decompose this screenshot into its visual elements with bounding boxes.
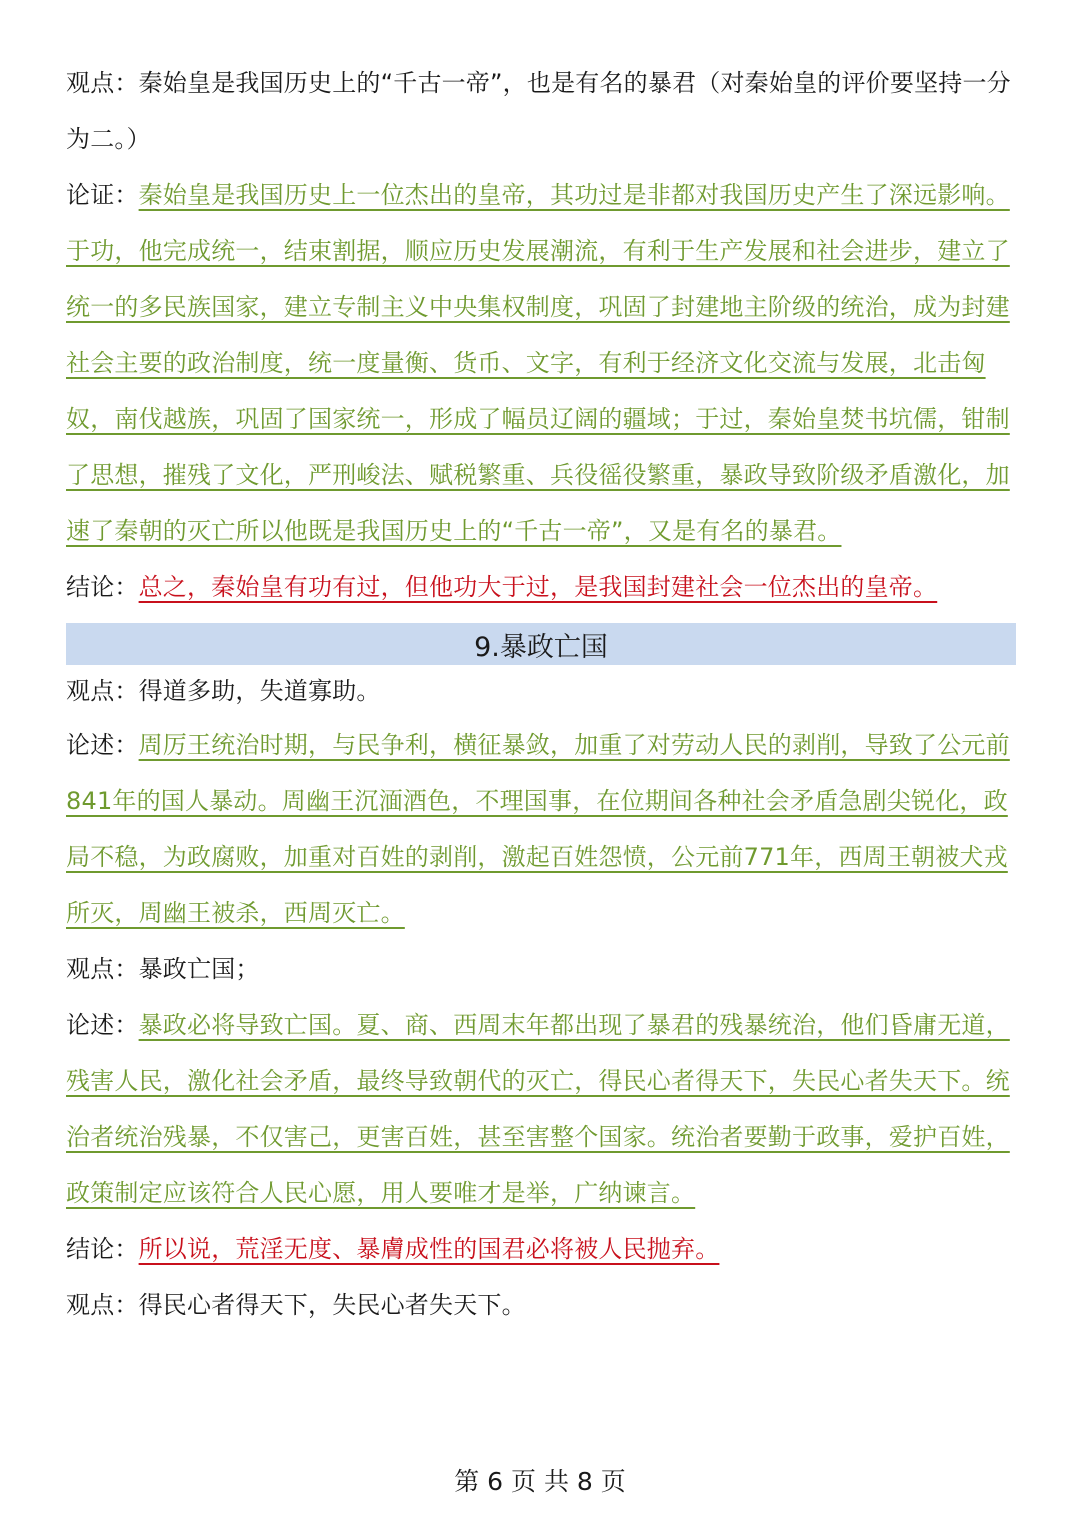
- viewpoint-label: 观点：: [66, 1291, 139, 1319]
- viewpoint-label: 观点：: [66, 677, 139, 705]
- argument-label: 论述：: [66, 1011, 139, 1039]
- argument-label: 论证：: [66, 181, 139, 209]
- viewpoint-minxin: [66, 1277, 1016, 1333]
- argument-text: 秦始皇是我国历史上一位杰出的皇帝，其功过是非都对我国历史产生了深远影响。于功，他完成统一，结束割据，顺应历史发展潮流，有利于生产发展和社会进步，建立了统一的多民族国家，建立专制主义中央集权制度，巩固了封建地主阶级的统治，成为封建社会主要的政治制度，统一度量衡、货币、文字，有利于经济文化交流与发展，北击匈奴，南伐越族，巩固了国家统一，形成了幅员辽阔的疆域；于过，秦始皇焚书坑儒，钳制了思想，摧残了文化，严刑峻法、赋税繁重、兵役徭役繁重，暴政导致阶级矛盾激化，加速了秦朝的灭亡所以他既是我国历史上的“千古一帝”，又是有名的暴君。: [66, 181, 1010, 545]
- viewpoint-text: 暴政亡国；: [138, 955, 260, 983]
- conclusion-text: 所以说，荒淫无度、暴膚成性的国君必将被人民抛弃。: [138, 1235, 720, 1263]
- argument-tyranny: [66, 997, 1016, 1221]
- argument-text: 暴政必将导致亡国。夏、商、西周末年都出现了暴君的残暴统治，他们昏庸无道，残害人民，激化社会矛盾，最终导致朝代的灭亡，得民心者得天下，失民心者失天下。统治者统治残暴，不仅害己，更害百姓，甚至害整个国家。统治者要勤于政事，爱护百姓，政策制定应该符合人民心愿，用人要唯才是举，广纳谏言。: [66, 1011, 1010, 1207]
- argument-text: 周厉王统治时期，与民争利，横征暴敛，加重了对劳动人民的剥削，导致了公元前841年的国人暴动。周幽王沉湎酒色，不理国事，在位期间各种社会矛盾急剧尖锐化，政局不稳，为政腐败，加重对百姓的剥削，激起百姓怨愤，公元前771年，西周王朝被犬戎所灭，周幽王被杀，西周灭亡。: [66, 731, 1010, 927]
- viewpoint-text: 得民心者得天下，失民心者失天下。: [138, 1291, 526, 1319]
- viewpoint-tyranny: [66, 941, 1016, 997]
- viewpoint-label: 观点：: [66, 955, 139, 983]
- viewpoint-qin: [66, 55, 1016, 167]
- conclusion-label: 结论：: [66, 573, 139, 601]
- viewpoint-text: 得道多助，失道寡助。: [138, 677, 381, 705]
- conclusion-label: 结论：: [66, 1235, 139, 1263]
- argument-label: 论述：: [66, 731, 139, 759]
- conclusion-qin: [66, 559, 1016, 615]
- argument-zhou: [66, 717, 1016, 941]
- viewpoint-text: 秦始皇是我国历史上的“千古一帝”，也是有名的暴君（对秦始皇的评价要坚持一分为二。）: [66, 69, 1011, 153]
- conclusion-tyranny: [66, 1221, 1016, 1277]
- viewpoint-label: 观点：: [66, 69, 139, 97]
- viewpoint-dedao: [66, 665, 1016, 717]
- conclusion-text: 总之，秦始皇有功有过，但他功大于过，是我国封建社会一位杰出的皇帝。: [138, 573, 938, 601]
- section-heading: 9.暴政亡国: [66, 623, 1016, 665]
- argument-qin: [66, 167, 1016, 559]
- page-number: 第 6 页 共 8 页: [454, 1467, 626, 1496]
- document-page: [66, 55, 1016, 1333]
